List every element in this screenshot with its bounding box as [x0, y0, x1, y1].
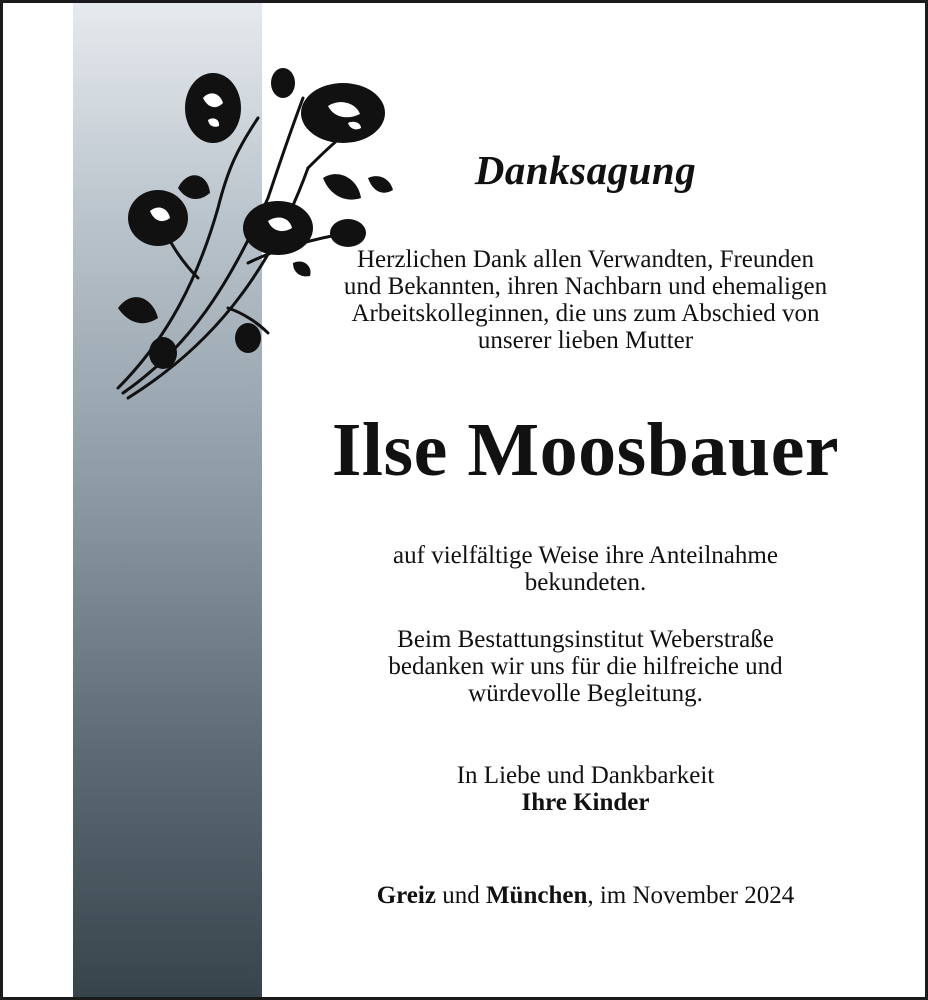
closing-block	[278, 762, 893, 816]
notice-title: Danksagung	[474, 147, 697, 193]
signature: Ihre Kinder	[521, 789, 650, 816]
funeral-home-paragraph	[278, 626, 893, 707]
connector-word: und	[442, 882, 480, 909]
city-muenchen: München	[485, 882, 588, 909]
city-greiz: Greiz	[376, 882, 436, 909]
sympathy-line: bekundeten.	[524, 569, 647, 596]
rose-bouquet-icon	[78, 48, 408, 428]
intro-line: und Bekannten, ihren Nachbarn und ehemaligen	[343, 273, 828, 300]
funeral-line: Beim Bestattungsinstitut Weberstraße	[397, 626, 774, 653]
intro-line: unserer lieben Mutter	[477, 327, 694, 354]
place-date-line	[278, 881, 893, 911]
intro-line: Arbeitskolleginnen, die uns zum Abschied von	[351, 300, 820, 327]
sympathy-line: auf vielfältige Weise ihre Anteilnahme	[393, 542, 778, 569]
sympathy-paragraph	[278, 542, 893, 596]
funeral-line: bedanken wir uns für die hilfreiche und	[388, 653, 783, 680]
date-text: , im November 2024	[587, 882, 795, 909]
intro-line: Herzlichen Dank allen Verwandten, Freunden	[356, 246, 814, 273]
closing-text: In Liebe und Dankbarkeit	[456, 762, 715, 789]
deceased-name: Ilse Moosbauer	[331, 408, 840, 492]
funeral-line: würdevolle Begleitung.	[468, 680, 703, 707]
intro-paragraph	[278, 246, 893, 354]
